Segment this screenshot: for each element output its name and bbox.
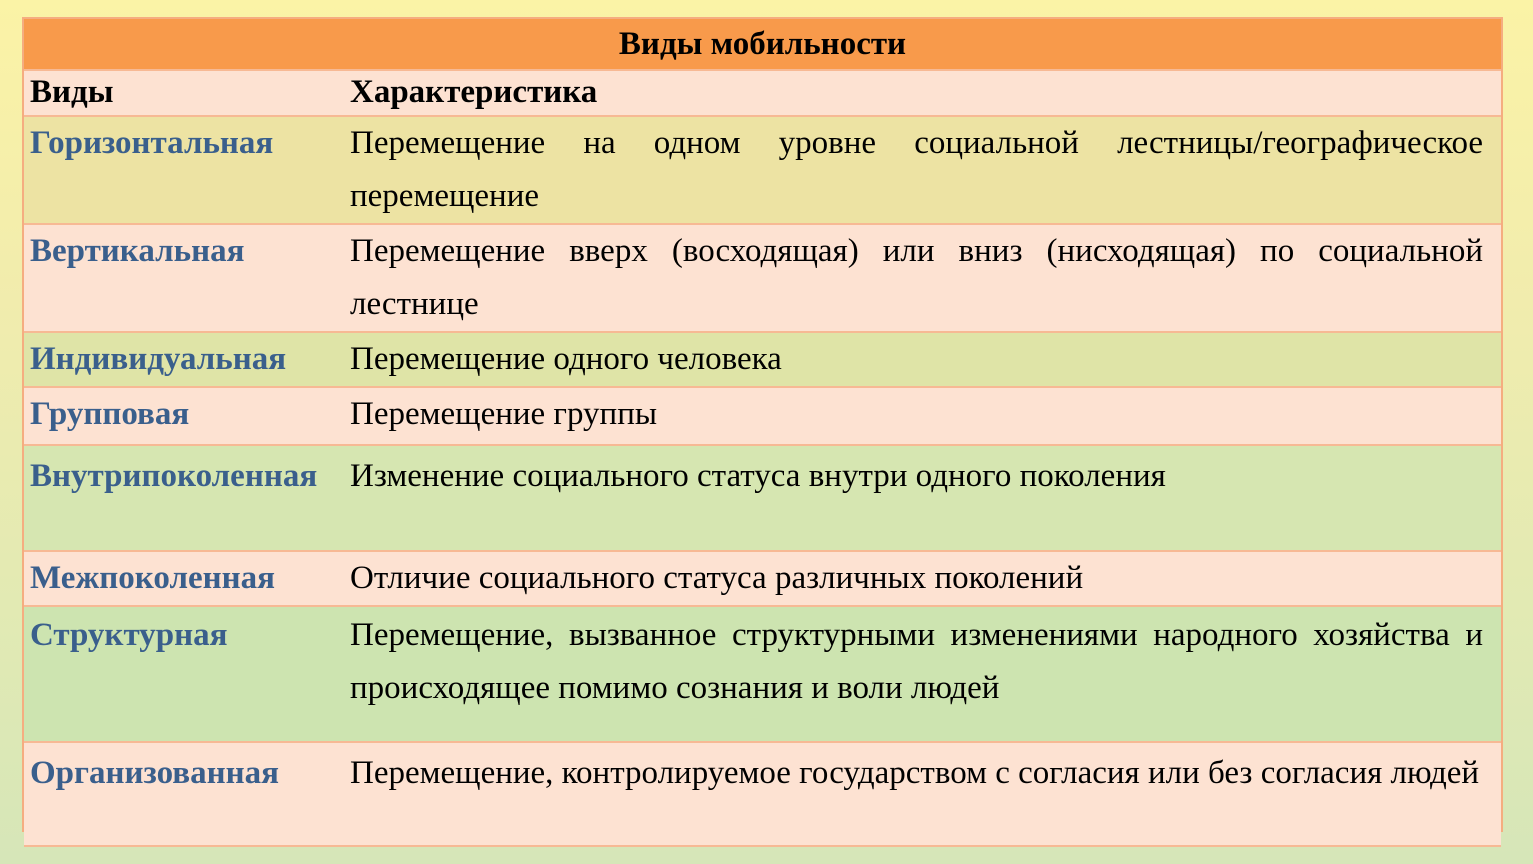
row-kind: Структурная <box>24 606 336 742</box>
table-header-row <box>24 70 1501 116</box>
row-description: Перемещение, контролируемое государством с согласия или без согласия людей <box>336 742 1501 846</box>
table-row <box>24 445 1501 551</box>
row-kind: Вертикальная <box>24 224 336 332</box>
table-row <box>24 116 1501 224</box>
row-description: Перемещение вверх (восходящая) или вниз (нисходящая) по социальной лестнице <box>336 224 1501 332</box>
header-characteristic: Характеристика <box>336 70 1501 116</box>
row-description: Перемещение, вызванное структурными изменениями народного хозяйства и происходящее помимо сознания и воли людей <box>336 606 1501 742</box>
table-row <box>24 224 1501 332</box>
row-kind: Индивидуальная <box>24 332 336 387</box>
table-row <box>24 332 1501 387</box>
table-row <box>24 551 1501 606</box>
mobility-table <box>22 17 1503 832</box>
table-title-row <box>24 19 1501 70</box>
row-kind: Организованная <box>24 742 336 846</box>
row-kind: Горизонтальная <box>24 116 336 224</box>
table-title: Виды мобильности <box>24 19 1501 70</box>
row-description: Отличие социального статуса различных поколений <box>336 551 1501 606</box>
row-kind: Внутрипоколенная <box>24 445 336 551</box>
row-description: Изменение социального статуса внутри одного поколения <box>336 445 1501 551</box>
table-row <box>24 387 1501 445</box>
row-kind: Групповая <box>24 387 336 445</box>
row-description: Перемещение на одном уровне социальной лестницы/географическое перемещение <box>336 116 1501 224</box>
row-kind: Межпоколенная <box>24 551 336 606</box>
mobility-table-grid <box>24 19 1501 847</box>
row-description: Перемещение одного человека <box>336 332 1501 387</box>
table-row <box>24 742 1501 846</box>
row-description: Перемещение группы <box>336 387 1501 445</box>
header-kinds: Виды <box>24 70 336 116</box>
table-row <box>24 606 1501 742</box>
